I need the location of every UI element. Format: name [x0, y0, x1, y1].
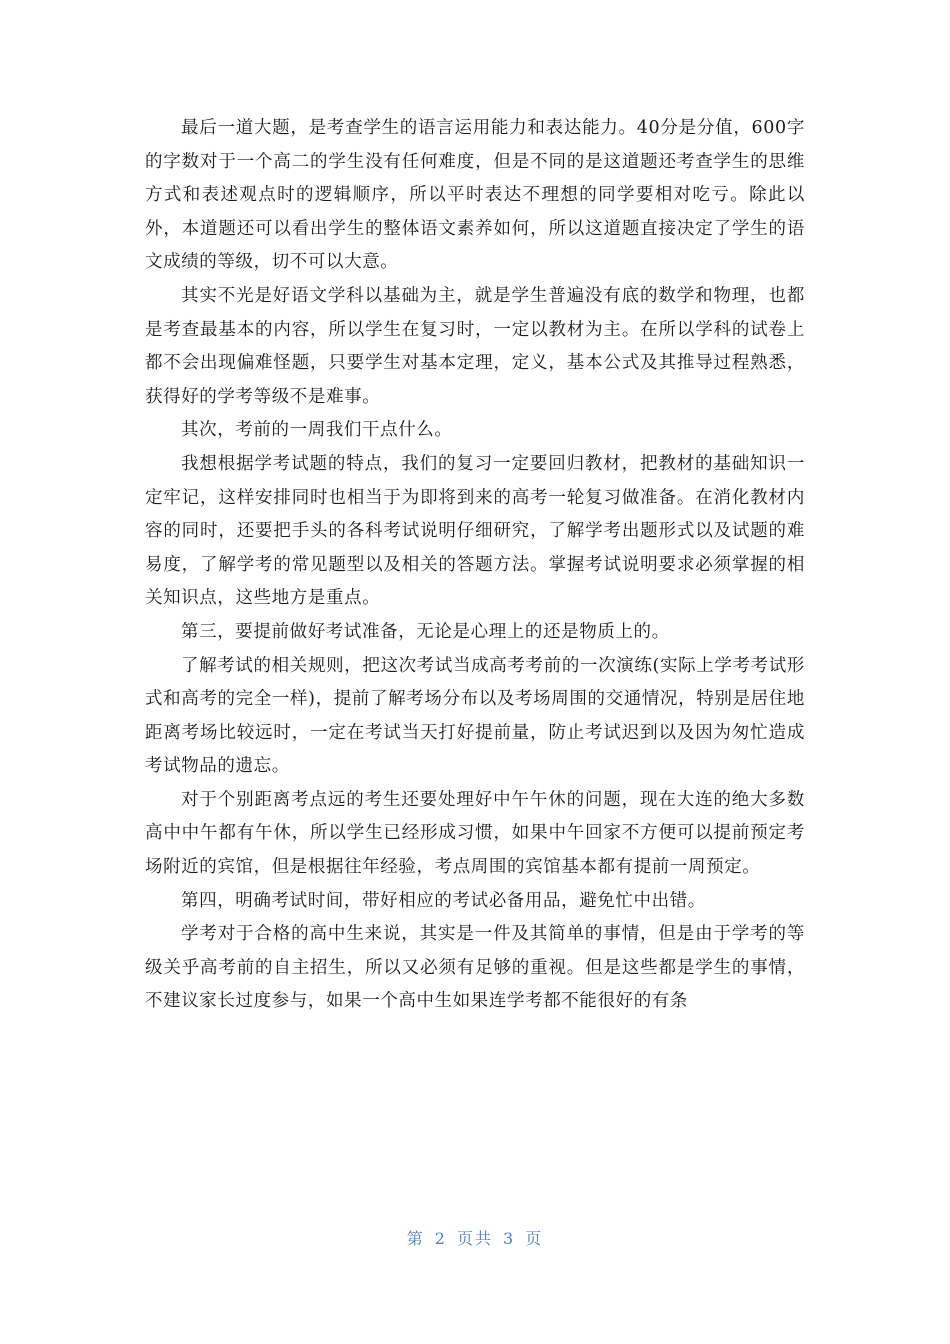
current-page-number: 2 [434, 1229, 447, 1248]
footer-suffix: 页 [525, 1229, 544, 1248]
page-footer [0, 1226, 950, 1249]
paragraph: 对于个别距离考点远的考生还要处理好中午午休的问题，现在大连的绝大多数高中中午都有午休，所以学生已经形成习惯，如果中午回家不方便可以提前预定考场附近的宾馆，但是根据往年经验，考点周围的宾馆基本都有提前一周预定。 [145, 789, 805, 878]
paragraph: 第四，明确考试时间，带好相应的考试必备用品，避免忙中出错。 [181, 890, 706, 911]
footer-prefix: 第 [406, 1229, 425, 1248]
paragraph: 我想根据学考试题的特点，我们的复习一定要回归教材，把教材的基础知识一定牢记，这样安排同时也相当于为即将到来的高考一轮复习做准备。在消化教材内容的同时，还要把手头的各科考试说明仔细研究，了解学考出题形式以及试题的难易度，了解学考的常见题型以及相关的答题方法。掌握考试说明要求必须掌握的相关知识点，这些地方是重点。 [145, 453, 805, 609]
paragraph: 第三，要提前做好考试准备，无论是心理上的还是物质上的。 [181, 621, 670, 642]
paragraph: 其次，考前的一周我们干点什么。 [181, 420, 453, 441]
paragraph: 学考对于合格的高中生来说，其实是一件及其简单的事情，但是由于学考的等级关乎高考前的自主招生，所以又必须有足够的重视。但是这些都是学生的事情，不建议家长过度参与，如果一个高中生如果连学考都不能很好的有条 [145, 924, 805, 1012]
paragraph: 了解考试的相关规则，把这次考试当成高考考前的一次演练(实际上学考考试形式和高考的完全一样)，提前了解考场分布以及考场周围的交通情况，特别是居住地距离考场比较远时，一定在考试当天打好提前量，防止考试迟到以及因为匆忙造成考试物品的遗忘。 [145, 655, 805, 777]
paragraph: 最后一道大题，是考查学生的语言运用能力和表达能力。40分是分值，600字的字数对于一个高二的学生没有任何难度，但是不同的是这道题还考查学生的思维方式和表述观点时的逻辑顺序，所以平时表达不理想的同学要相对吃亏。除此以外，本道题还可以看出学生的整体语文素养如何，所以这道题直接决定了学生的语文成绩的等级，切不可以大意。 [145, 118, 805, 273]
total-pages-number: 3 [503, 1229, 516, 1248]
footer-middle: 页共 [456, 1229, 493, 1248]
document-body [145, 112, 805, 1019]
paragraph: 其实不光是好语文学科以基础为主，就是学生普遍没有底的数学和物理，也都是考查最基本的内容，所以学生在复习时，一定以教材为主。在所以学科的试卷上都不会出现偏难怪题，只要学生对基本定理，定义，基本公式及其推导过程熟悉，获得好的学考等级不是难事。 [145, 285, 805, 407]
